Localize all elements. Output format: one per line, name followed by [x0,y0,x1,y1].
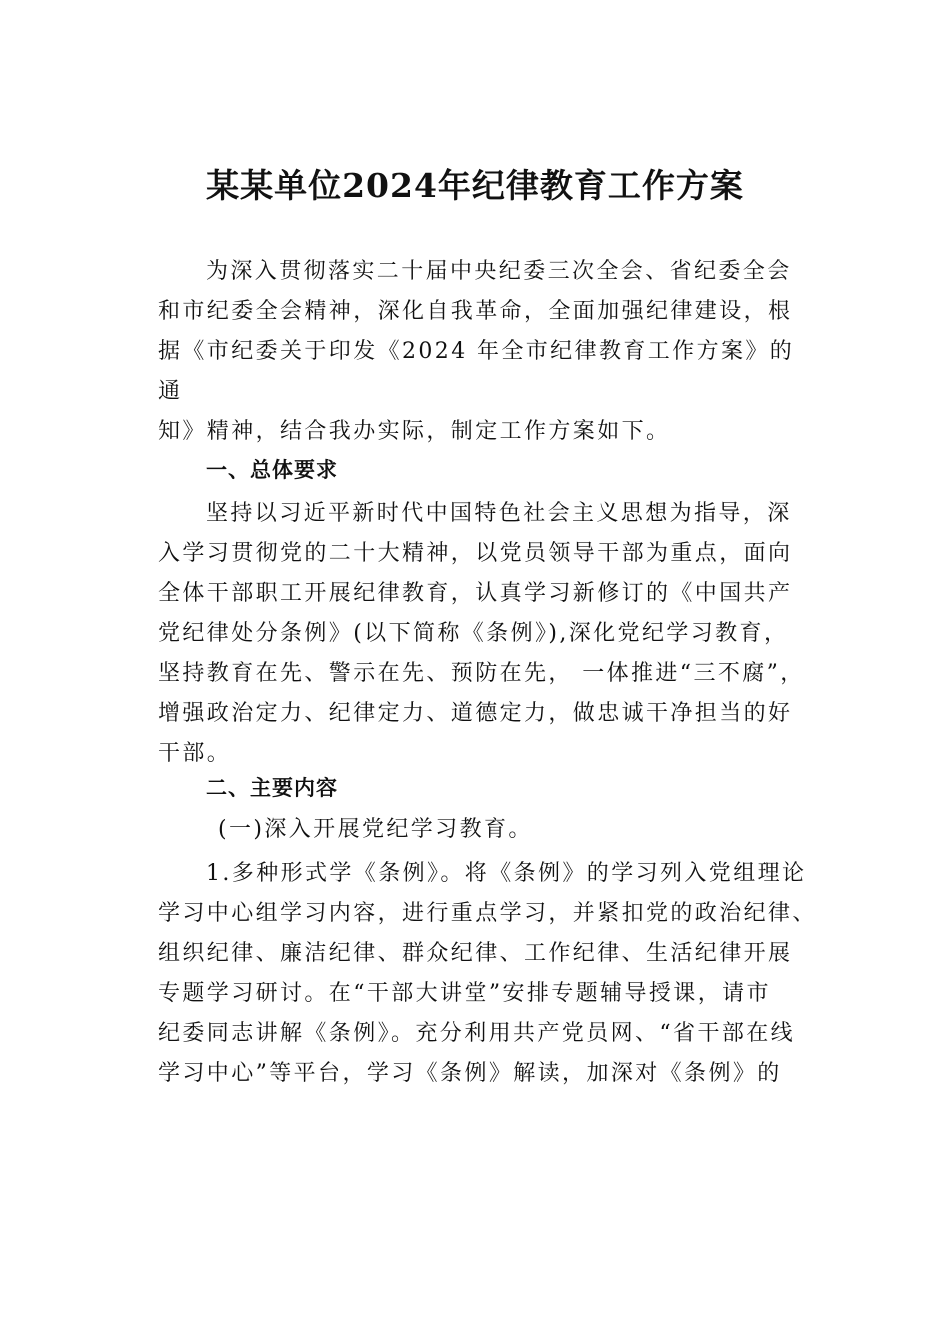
intro-paragraph [158,252,828,452]
paragraph-line: 为深入贯彻落实二十届中央纪委三次全会、省纪委全会 [206,259,792,284]
paragraph-line: 全体干部职工开展纪律教育，认真学习新修订的《中国共产 [158,581,793,606]
paragraph-line: 干部。 [158,741,232,766]
paragraph-line: 专题学习研讨。在“干部大讲堂”安排专题辅导授课，请市 [158,981,771,1006]
paragraph-line: 坚持以习近平新时代中国特色社会主义思想为指导，深 [206,501,792,526]
paragraph-line: 据《市纪委关于印发《2024 年全市纪律教育工作方案》的 [158,339,795,364]
paragraph-line: 增强政治定力、纪律定力、道德定力，做忠诚干净担当的好 [158,701,793,726]
paragraph-line: 学习中心”等平台，学习《条例》解读，加深对《条例》的 [158,1061,782,1086]
section1-paragraph [158,494,828,774]
paragraph-line: 和市纪委全会精神，深化自我革命，全面加强纪律建设，根 [158,299,793,324]
paragraph-line: 知》精神，结合我办实际，制定工作方案如下。 [158,419,671,444]
subsection-heading: (一)深入开展党纪学习教育。 [218,817,533,842]
paragraph-line: 纪委同志讲解《条例》。充分利用共产党员网、“省干部在线 [158,1021,796,1046]
section-heading: 二、主要内容 [206,776,338,800]
paragraph-line: 学习中心组学习内容，进行重点学习，并紧扣党的政治纪律、 [158,901,817,926]
section2-paragraph [158,854,828,1094]
paragraph-line: 通 [158,379,183,404]
paragraph-line: 1.多种形式学《条例》。将《条例》的学习列入党组理论 [206,861,807,886]
document-title: 某某单位2024年纪律教育工作方案 [206,166,744,205]
paragraph-line: 坚持教育在先、警示在先、预防在先， 一体推进“三不腐”， [158,661,805,686]
paragraph-line: 入学习贯彻党的二十大精神，以党员领导干部为重点，面向 [158,541,793,566]
paragraph-line: 党纪律处分条例》(以下简称《条例》),深化党纪学习教育， [158,621,789,646]
paragraph-line: 组织纪律、廉洁纪律、群众纪律、工作纪律、生活纪律开展 [158,941,793,966]
section-heading: 一、总体要求 [206,458,338,482]
